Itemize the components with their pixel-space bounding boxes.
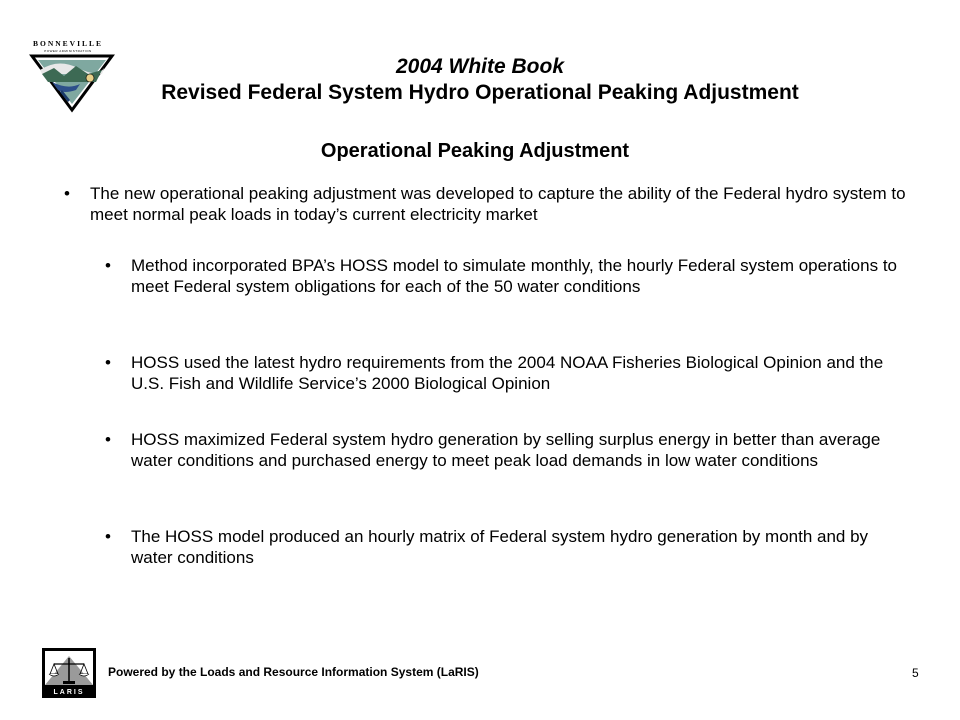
- sub-bullet-item: [105, 429, 911, 471]
- footer-text: Powered by the Loads and Resource Information System (LaRIS): [108, 665, 479, 679]
- sub-bullet-item: [105, 352, 911, 394]
- bullet-marker: •: [64, 184, 70, 203]
- bullet-marker: •: [105, 430, 111, 449]
- sub-bullet-text: HOSS maximized Federal system hydro generation by selling surplus energy in better than average water conditions and purchased energy to meet peak load demands in low water conditions: [131, 430, 881, 470]
- sub-bullet-text: HOSS used the latest hydro requirements from the 2004 NOAA Fisheries Biological Opinion and the U.S. Fish and Wildlife Service’s 2000 Biological Opinion: [131, 353, 884, 393]
- sub-bullet-text: Method incorporated BPA’s HOSS model to simulate monthly, the hourly Federal system operations to meet Federal system obligations for each of the 50 water conditions: [131, 256, 897, 296]
- bullet-marker: •: [105, 256, 111, 275]
- logo-wordmark: BONNEVILLE: [32, 39, 104, 48]
- laris-wordmark: LARIS: [53, 689, 85, 696]
- slide-title: [100, 54, 860, 106]
- logo-subtext: POWER ADMINISTRATION: [44, 49, 92, 53]
- sub-bullet-item: [105, 526, 911, 568]
- sub-bullet-text: The HOSS model produced an hourly matrix of Federal system hydro generation by month and by water conditions: [131, 527, 869, 567]
- title-line2: Revised Federal System Hydro Operational Peaking Adjustment: [161, 81, 799, 104]
- bullet-marker: •: [105, 527, 111, 546]
- section-title: Operational Peaking Adjustment: [320, 140, 630, 162]
- scales-icon: [42, 648, 96, 698]
- bullet-item: [64, 183, 920, 225]
- sub-bullet-item: [105, 255, 911, 297]
- laris-logo: [42, 648, 96, 698]
- page-number: 5: [912, 666, 919, 680]
- title-line1: 2004 White Book: [395, 55, 565, 78]
- bullet-text: The new operational peaking adjustment was developed to capture the ability of the Federal hydro system to meet normal peak loads in today’s current electricity market: [90, 184, 906, 224]
- bullet-marker: •: [105, 353, 111, 372]
